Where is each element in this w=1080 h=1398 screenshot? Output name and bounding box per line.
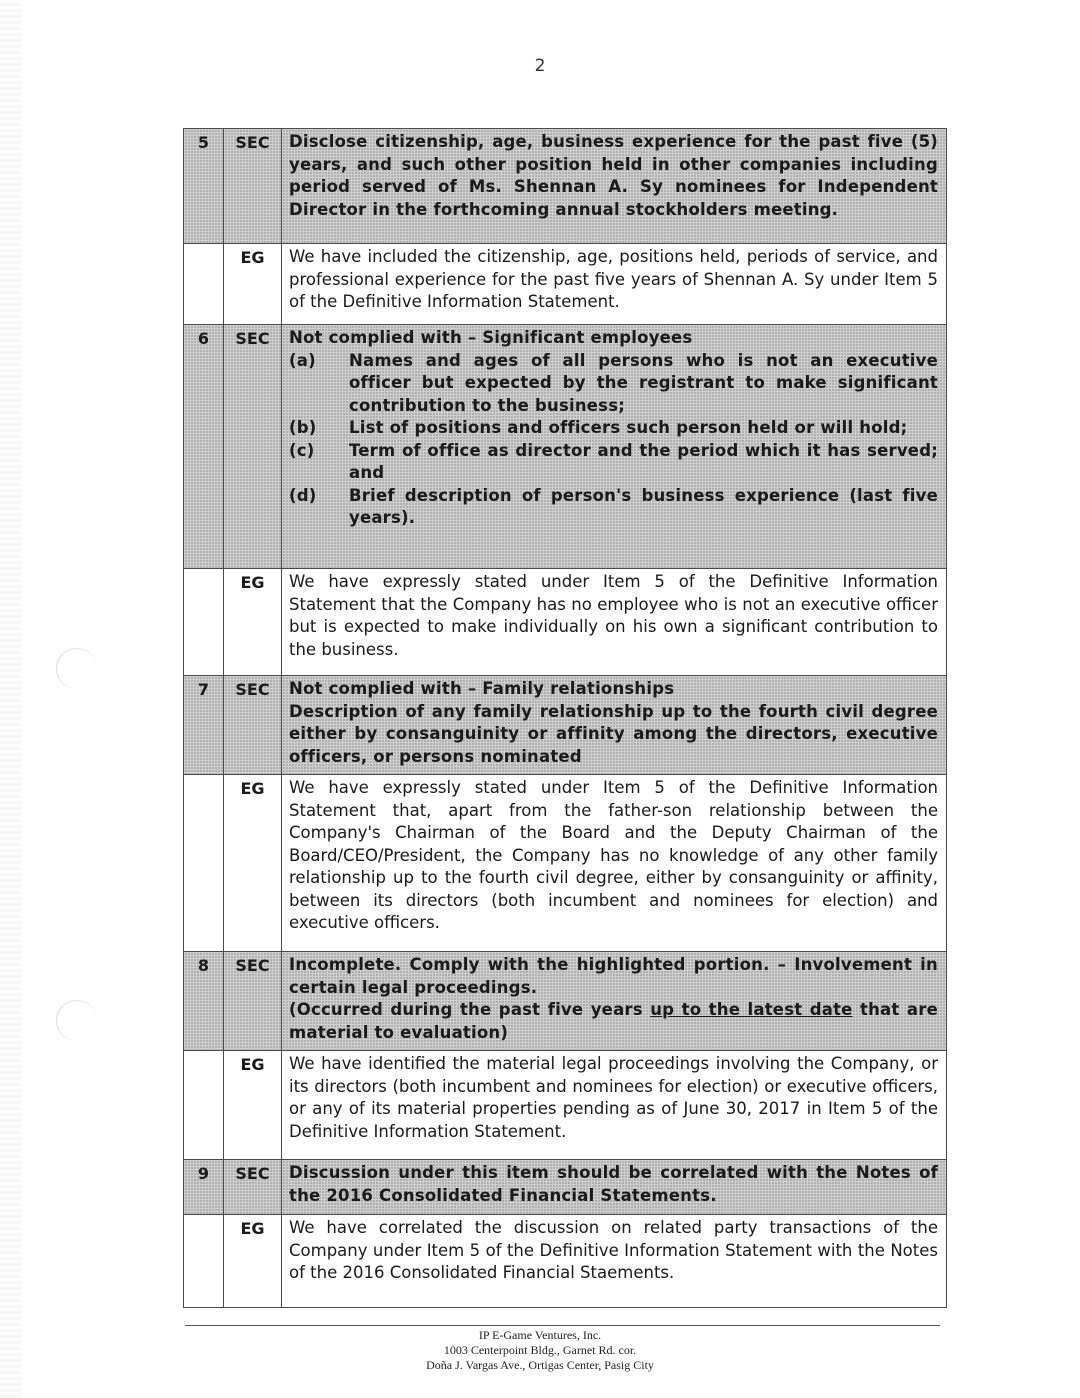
list-item-letter: (b) [289, 418, 317, 437]
list-item [289, 350, 938, 418]
sec-comment-row [184, 1160, 947, 1215]
item-number-blank [184, 775, 224, 952]
item-number-blank [184, 1051, 224, 1160]
item-number-blank [184, 569, 224, 676]
source-label: SEC [224, 129, 282, 244]
eg-response-row [184, 1215, 947, 1308]
page-number: 2 [534, 56, 546, 76]
sec-requirement-list [289, 350, 938, 530]
sec-comment-text [282, 952, 947, 1051]
source-label: EG [224, 775, 282, 952]
eg-response-row [184, 569, 947, 676]
footer-divider [185, 1325, 940, 1326]
sec-comment-text-part: that are material to evaluation) [289, 1000, 938, 1042]
sec-comment-row [184, 676, 947, 775]
sec-comment-row [184, 325, 947, 569]
comments-table [183, 128, 947, 1308]
list-item-text: List of positions and officers such person held or will hold; [349, 418, 908, 437]
source-label: EG [224, 569, 282, 676]
source-label: SEC [224, 1160, 282, 1215]
eg-response-text [282, 244, 947, 325]
eg-response-text [282, 1215, 947, 1308]
sec-comment-heading: Not complied with – Significant employees [289, 328, 693, 347]
item-number: 6 [184, 325, 224, 569]
sec-comment-text-part: (Occurred during the past five years [289, 1000, 651, 1019]
sec-comment-row [184, 129, 947, 244]
item-number: 5 [184, 129, 224, 244]
source-label: EG [224, 1215, 282, 1308]
list-item-letter: (d) [289, 485, 317, 505]
eg-response-row [184, 775, 947, 952]
sec-comment-text [282, 676, 947, 775]
eg-response-text [282, 569, 947, 676]
list-item [289, 485, 938, 530]
item-number-blank [184, 244, 224, 325]
sec-comment-heading: Not complied with – Family relationships [289, 679, 675, 698]
eg-response-row [184, 1051, 947, 1160]
sec-comment-heading: Incomplete. Comply with the highlighted portion. – Involvement in certain legal proceedings. [289, 955, 938, 997]
eg-response-text [282, 1051, 947, 1160]
item-number: 8 [184, 952, 224, 1051]
eg-response-text [282, 775, 947, 952]
eg-response-body: We have expressly stated under Item 5 of the Definitive Information Statement that the Company has no employee who is not an executive officer but is expected to make individually on his own a significant contribution to the business. [289, 572, 938, 659]
source-label: EG [224, 244, 282, 325]
address-line-1: 1003 Centerpoint Bldg., Garnet Rd. cor. [443, 1343, 637, 1357]
highlighted-underlined-text: up to the latest date [650, 1000, 853, 1019]
sec-comment-row [184, 952, 947, 1051]
sec-comment-body: Discussion under this item should be correlated with the Notes of the 2016 Consolidated Financial Statements. [289, 1163, 938, 1205]
list-item-letter: (c) [289, 440, 315, 460]
item-number: 7 [184, 676, 224, 775]
scan-edge-shadow [0, 0, 22, 1398]
eg-response-row [184, 244, 947, 325]
address-line-2: Doña J. Vargas Ave., Ortigas Center, Pasig City [426, 1358, 654, 1372]
sec-comment-body: Description of any family relationship up to the fourth civil degree either by consanguinity or affinity among the directors, executive officers, or persons nominated [289, 701, 938, 766]
eg-response-body: We have identified the material legal proceedings involving the Company, or its directors (both incumbent and nominees for election) or executive officers, or any of its material properties pending as of June 30, 2017 in Item 5 of the Definitive Information Statement. [289, 1054, 938, 1141]
item-number-blank [184, 1215, 224, 1308]
sec-comment-text [282, 1160, 947, 1215]
punch-hole-mark [56, 648, 97, 689]
list-item-text: Brief description of person's business experience (last five years). [349, 485, 938, 527]
company-name: IP E-Game Ventures, Inc. [478, 1328, 602, 1342]
footer-address [0, 1328, 1080, 1373]
source-label: SEC [224, 676, 282, 775]
list-item-text: Names and ages of all persons who is not an executive officer but expected by the registrant to make significant contribution to the business; [349, 350, 938, 415]
sec-comment-text [282, 325, 947, 569]
source-label: EG [224, 1051, 282, 1160]
list-item-letter: (a) [289, 350, 316, 370]
sec-comment-body [289, 999, 938, 1044]
source-label: SEC [224, 325, 282, 569]
list-item [289, 440, 938, 485]
source-label: SEC [224, 952, 282, 1051]
sec-comment-body: Disclose citizenship, age, business experience for the past five (5) years, and such other position held in other companies including period served of Ms. Shennan A. Sy nominees for Independent Director in the forthcoming annual stockholders meeting. [289, 132, 938, 219]
list-item [289, 417, 938, 440]
eg-response-body: We have correlated the discussion on related party transactions of the Company under Item 5 of the Definitive Information Statement with the Notes of the 2016 Consolidated Financial Staements. [289, 1218, 938, 1282]
item-number: 9 [184, 1160, 224, 1215]
punch-hole-mark [56, 1000, 97, 1041]
eg-response-body: We have included the citizenship, age, positions held, periods of service, and professional experience for the past five years of Shennan A. Sy under Item 5 of the Definitive Information Statement. [289, 247, 938, 311]
list-item-text: Term of office as director and the period which it has served; and [349, 440, 938, 482]
sec-comment-text [282, 129, 947, 244]
eg-response-body: We have expressly stated under Item 5 of the Definitive Information Statement that, apart from the father-son relationship between the Company's Chairman of the Board and the Deputy Chairman of the Board/CEO/President, the Company has no knowledge of any other family relationship up to the fourth civil degree, either by consanguinity or affinity, between its directors (both incumbent and nominees for election) and executive officers. [289, 778, 938, 932]
